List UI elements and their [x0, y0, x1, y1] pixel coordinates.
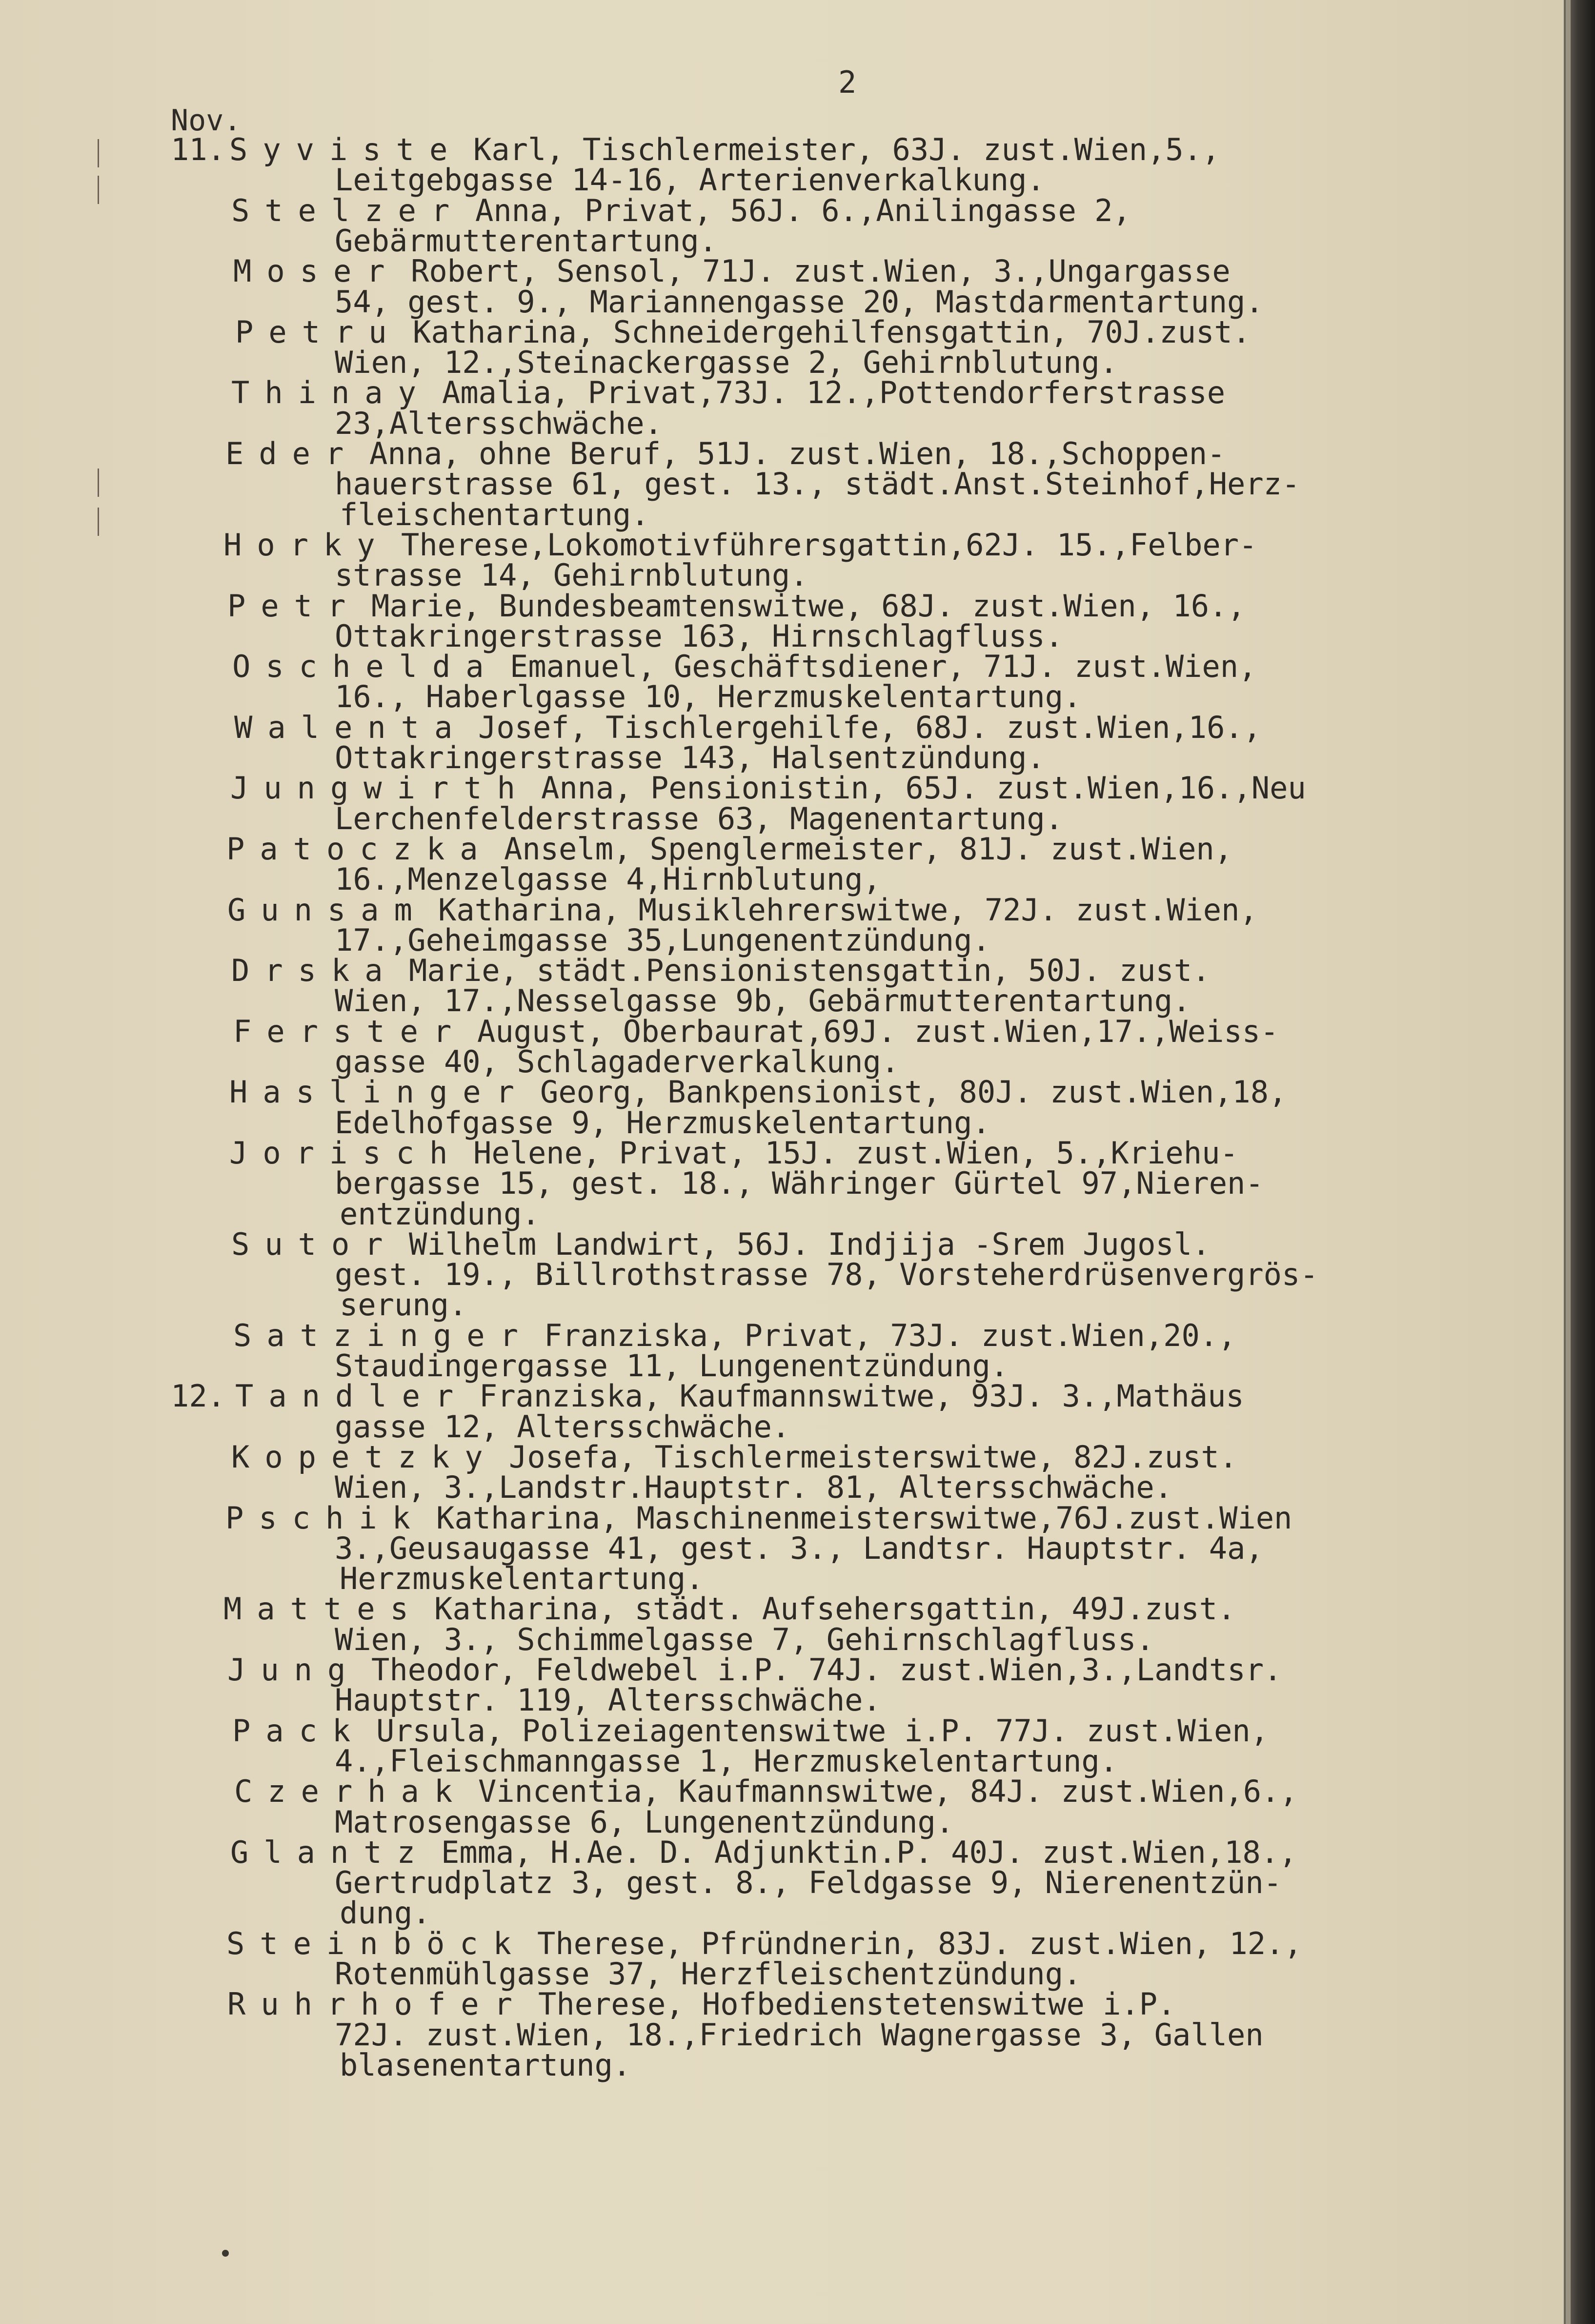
entry-surname: Jorisch: [229, 1135, 463, 1171]
entry-continuation: blasenentartung.: [340, 2047, 631, 2083]
entry-surname: Oschelda: [232, 649, 499, 685]
entry-details: Amalia, Privat,73J. 12.,Pottendorferstrasse: [442, 375, 1226, 411]
entry-continuation: Matrosengasse 6, Lungenentzündung.: [335, 1804, 954, 1840]
entry-details: Therese, Hofbedienstetenswitwe i.P.: [538, 1986, 1176, 2022]
entry-continuation: 17.,Geheimgasse 35,Lungenentzündung.: [335, 922, 990, 958]
entry-continuation: serung.: [340, 1287, 467, 1323]
margin-mark: [98, 176, 99, 204]
entry-surname: Petr: [227, 588, 361, 624]
entry-surname: Gunsam: [227, 892, 427, 928]
entry-details: Katharina, städt. Aufsehersgattin, 49J.zust.: [434, 1591, 1236, 1627]
entry-continuation: Ottakringerstrasse 163, Hirnschlagfluss.: [335, 618, 1064, 654]
entry-surname: Drska: [231, 953, 398, 989]
entry-continuation: 54, gest. 9., Mariannengasse 20, Mastdarmentartung.: [335, 284, 1264, 320]
entry-continuation: Ottakringerstrasse 143, Halsentzündung.: [335, 740, 1045, 775]
entry-surname: Walenta: [234, 709, 468, 745]
entry-details: Therese, Pfründnerin, 83J. zust.Wien, 12.,: [537, 1925, 1302, 1961]
entry-surname: Patoczka: [226, 831, 493, 867]
entry-continuation: entzündung.: [340, 1196, 540, 1232]
entry-surname: Kopetzky: [231, 1439, 498, 1475]
entry-continuation: gasse 12, Altersschwäche.: [335, 1408, 790, 1445]
entry-continuation: 4.,Fleischmanngasse 1, Herzmuskelentartung.: [335, 1743, 1118, 1779]
entry-continuation: gest. 19., Billrothstrasse 78, Vorsteherdrüsenvergrös-: [335, 1257, 1318, 1293]
entry-continuation: Edelhofgasse 9, Herzmuskelentartung.: [335, 1104, 990, 1141]
entry-continuation: Herzmuskelentartung.: [340, 1561, 704, 1597]
entry-details: Karl, Tischlermeister, 63J. zust.Wien,5.,: [473, 132, 1220, 167]
entry-surname: Stelzer: [231, 192, 465, 228]
entry-details: Katharina, Musiklehrerswitwe, 72J. zust.Wien,: [438, 892, 1258, 928]
entry-day: 11.: [171, 132, 225, 167]
entry-details: Ursula, Polizeiagentenswitwe i.P. 77J. zust.Wien,: [376, 1712, 1269, 1749]
entry-continuation: fleischentartung.: [340, 496, 649, 532]
margin-mark: [98, 139, 99, 167]
entry-details: Marie, städt.Pensionistensgattin, 50J. zust.: [409, 953, 1211, 989]
entry-details: Anselm, Spenglermeister, 81J. zust.Wien,: [504, 831, 1233, 867]
entry-details: Katharina, Schneidergehilfensgattin, 70J.zust.: [413, 314, 1251, 350]
entry-details: Georg, Bankpensionist, 80J. zust.Wien,18,: [540, 1074, 1287, 1110]
book-spine: [1564, 0, 1595, 2324]
entry-details: Franziska, Kaufmannswitwe, 93J. 3.,Mathäus: [479, 1378, 1244, 1414]
entry-surname: Pschik: [225, 1500, 425, 1536]
entry-surname: Satzinger: [233, 1317, 533, 1353]
entry-continuation: strasse 14, Gehirnblutung.: [335, 557, 808, 593]
entry-continuation: Rotenmühlgasse 37, Herzfleischentzündung.: [335, 1956, 1082, 1992]
entry-details: Emanuel, Geschäftsdiener, 71J. zust.Wien,: [510, 649, 1257, 685]
entry-surname: Jungwirth: [230, 770, 530, 806]
entry-continuation: 72J. zust.Wien, 18.,Friedrich Wagnergasse 3, Gallen: [335, 2017, 1264, 2053]
entry-details: Franziska, Privat, 73J. zust.Wien,20.,: [544, 1317, 1236, 1353]
entry-continuation: Lerchenfelderstrasse 63, Magenentartung.: [335, 800, 1064, 836]
entry-continuation: Gertrudplatz 3, gest. 8., Feldgasse 9, Nierenentzün-: [335, 1865, 1282, 1901]
entry-details: Helene, Privat, 15J. zust.Wien, 5.,Kriehu-: [473, 1135, 1238, 1171]
entry-details: Therese,Lokomotivführersgattin,62J. 15.,Felber-: [401, 527, 1257, 563]
entry-surname: Glantz: [230, 1834, 430, 1870]
entry-surname: Jung: [227, 1652, 361, 1688]
entry-continuation: Wien, 12.,Steinackergasse 2, Gehirnblutung.: [335, 345, 1118, 381]
entry-surname: Sutor: [231, 1226, 398, 1262]
entry-details: Anna, Pensionistin, 65J. zust.Wien,16.,Neu: [541, 770, 1306, 806]
entry-continuation: dung.: [340, 1895, 431, 1931]
entry-details: Robert, Sensol, 71J. zust.Wien, 3.,Ungargasse: [411, 253, 1231, 289]
entry-continuation: Wien, 17.,Nesselgasse 9b, Gebärmutterentartung.: [335, 983, 1191, 1019]
entry-details: Emma, H.Ae. D. Adjunktin.P. 40J. zust.Wien,18.,: [441, 1834, 1297, 1870]
entry-details: August, Oberbaurat,69J. zust.Wien,17.,Weiss-: [477, 1013, 1279, 1049]
entry-details: Vincentia, Kaufmannswitwe, 84J. zust.Wien,6.,: [478, 1774, 1298, 1810]
margin-mark: [98, 508, 99, 536]
entry-continuation: hauerstrasse 61, gest. 13., städt.Anst.Steinhof,Herz-: [335, 466, 1300, 502]
entry-surname: Pack: [232, 1712, 366, 1749]
entry-surname: Petru: [235, 314, 402, 350]
entry-continuation: Wien, 3., Schimmelgasse 7, Gehirnschlagfluss.: [335, 1621, 1154, 1657]
entry-details: Marie, Bundesbeamtenswitwe, 68J. zust.Wien, 16.,: [371, 588, 1246, 624]
entry-surname: Haslinger: [229, 1074, 529, 1110]
page-number: 2: [838, 64, 857, 100]
entry-surname: Tandler: [235, 1378, 469, 1414]
entry-details: Theodor, Feldwebel i.P. 74J. zust.Wien,3.,Landtsr.: [371, 1652, 1282, 1688]
entry-details: Josefa, Tischlermeisterswitwe, 82J.zust.: [509, 1439, 1238, 1475]
entry-surname: Czerhak: [234, 1774, 468, 1810]
entry-details: Anna, Privat, 56J. 6.,Anilingasse 2,: [475, 192, 1131, 228]
entry-continuation: bergasse 15, gest. 18., Währinger Gürtel 97,Nieren-: [335, 1165, 1264, 1202]
entry-continuation: gasse 40, Schlagaderverkalkung.: [335, 1044, 900, 1080]
entry-continuation: 16., Haberlgasse 10, Herzmuskelentartung.: [335, 679, 1082, 715]
entry-surname: Horky: [223, 527, 390, 563]
entry-continuation: 23,Altersschwäche.: [335, 405, 663, 441]
entry-surname: Steinböck: [226, 1925, 526, 1961]
entry-continuation: 3.,Geusaugasse 41, gest. 3., Landtsr. Hauptstr. 4a,: [335, 1530, 1264, 1566]
entry-surname: Moser: [233, 253, 400, 289]
entry-day: 12.: [171, 1378, 225, 1414]
entry-surname: Thinay: [231, 375, 431, 411]
entry-surname: Mattes: [223, 1591, 424, 1627]
entry-surname: Syviste: [229, 132, 463, 167]
entry-continuation: Leitgebgasse 14-16, Arterienverkalkung.: [335, 162, 1045, 198]
ink-dot: [222, 2250, 229, 2257]
entry-details: Wilhelm Landwirt, 56J. Indjija -Srem Jugosl.: [409, 1226, 1211, 1262]
entry-details: Josef, Tischlergehilfe, 68J. zust.Wien,16.,: [478, 709, 1262, 745]
entry-continuation: Hauptstr. 119, Altersschwäche.: [335, 1682, 881, 1718]
entry-continuation: 16.,Menzelgasse 4,Hirnblutung,: [335, 861, 881, 897]
entry-details: Katharina, Maschinenmeisterswitwe,76J.zust.Wien: [436, 1500, 1292, 1536]
margin-mark: [98, 469, 99, 497]
entry-details: Anna, ohne Beruf, 51J. zust.Wien, 18.,Schoppen-: [369, 436, 1226, 471]
entry-surname: Eder: [225, 436, 359, 471]
entry-continuation: Staudingergasse 11, Lungenentzündung.: [335, 1348, 1009, 1384]
entry-continuation: Wien, 3.,Landstr.Hauptstr. 81, Altersschwäche.: [335, 1469, 1173, 1506]
entry-surname: Ferster: [233, 1013, 467, 1049]
entry-continuation: Gebärmutterentartung.: [335, 223, 717, 259]
month-label: Nov.: [171, 103, 242, 138]
entry-surname: Ruhrhofer: [227, 1986, 527, 2022]
